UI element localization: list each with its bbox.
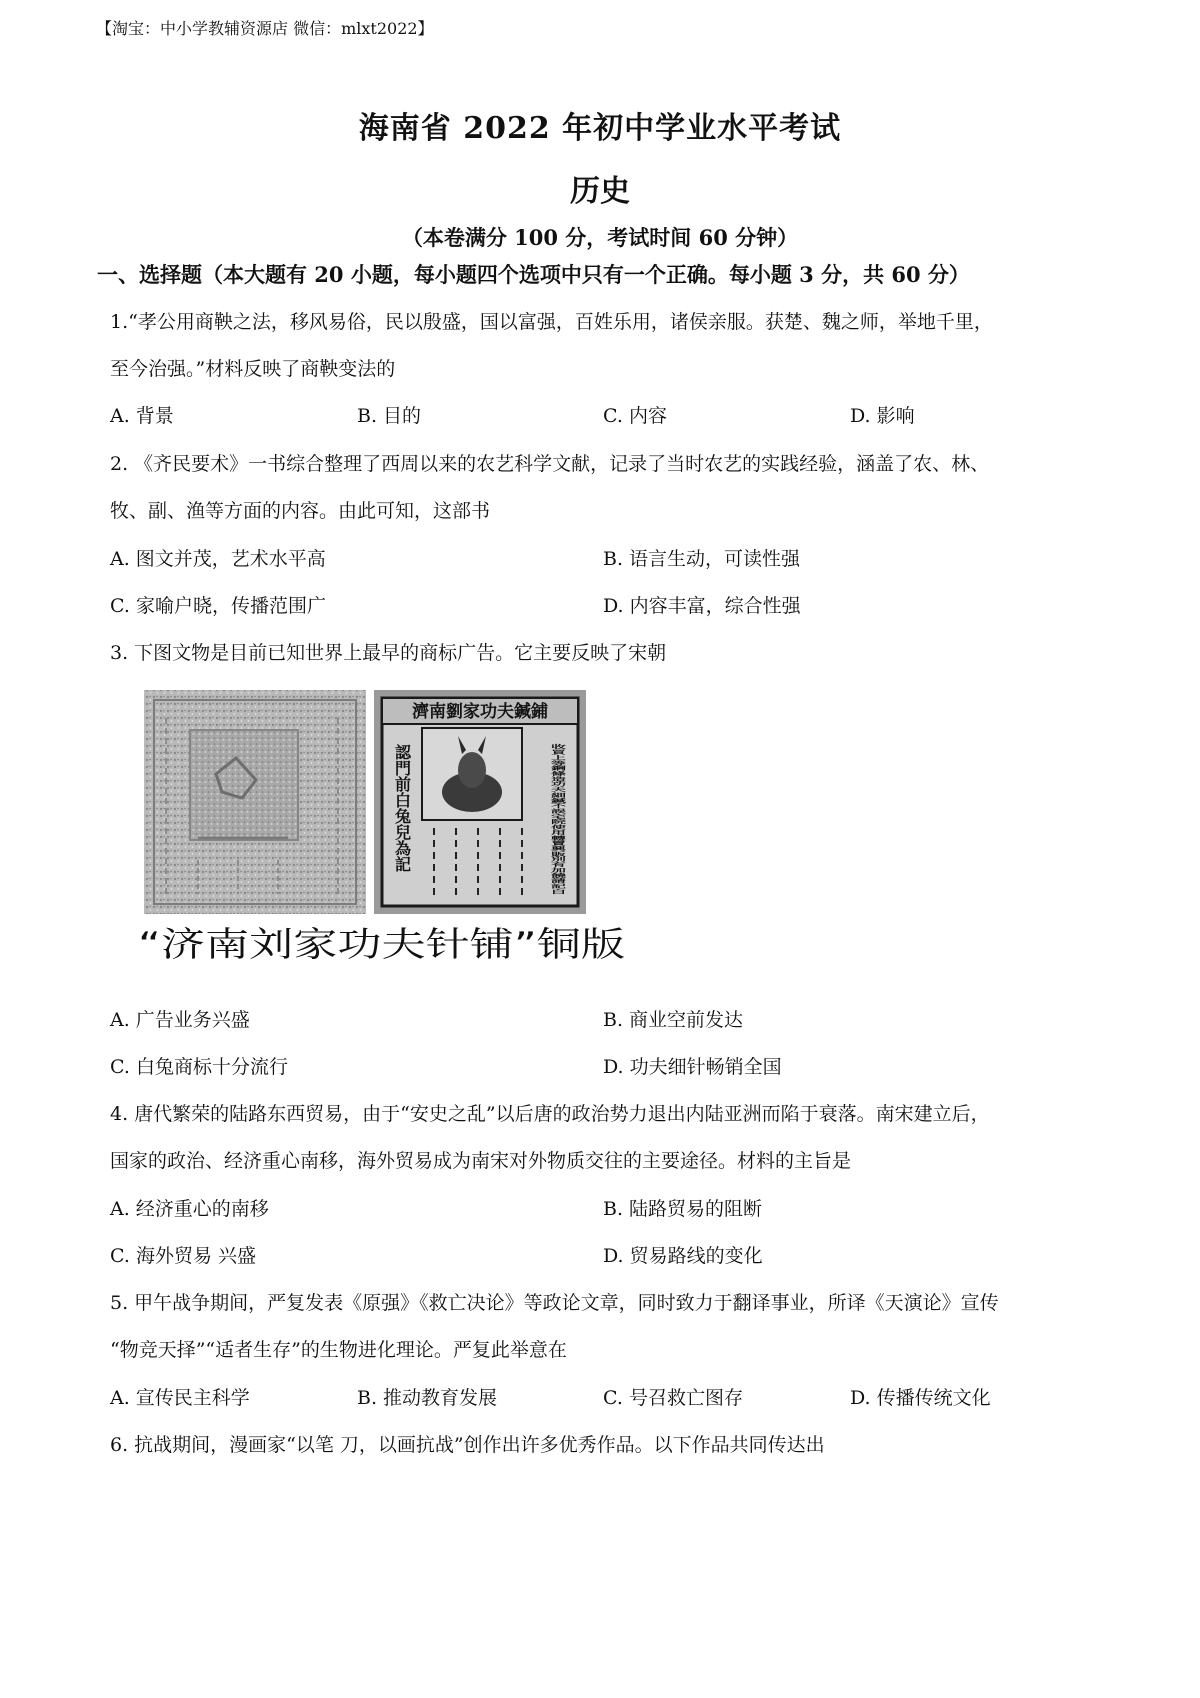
question-5-stem-line-2: “物竞天择”“适者生存”的生物进化理论。严复此举意在 xyxy=(110,1339,567,1361)
question-3-option-d: D. 功夫细针畅销全国 xyxy=(603,1056,782,1078)
question-4-stem-line-2: 国家的政治、经济重心南移，海外贸易成为南宋对外物质交往的主要途径。材料的主旨是 xyxy=(110,1150,852,1172)
question-6-stem: 6. 抗战期间，漫画家“以笔 刀，以画抗战”创作出许多优秀作品。以下作品共同传达出 xyxy=(110,1434,825,1456)
question-4-option-b: B. 陆路贸易的阻断 xyxy=(603,1198,763,1220)
question-5-option-d: D. 传播传统文化 xyxy=(850,1387,991,1409)
question-2-option-a: A. 图文并茂，艺术水平高 xyxy=(110,548,326,570)
question-1-option-b: B. 目的 xyxy=(357,405,422,427)
question-2-option-d: D. 内容丰富，综合性强 xyxy=(603,595,801,617)
question-1-stem-line-2: 至今治强。”材料反映了商鞅变法的 xyxy=(110,358,396,380)
question-1-option-d: D. 影响 xyxy=(850,405,915,427)
figure-caption: “济南刘家功夫针铺”铜版 xyxy=(138,925,625,965)
question-5-option-c: C. 号召救亡图存 xyxy=(603,1387,743,1409)
plate-right-text: 收買上等鋼條造功夫細鍼不誤宅院使用轉賣興販別有加饒請記白 xyxy=(549,744,567,970)
exam-note: （本卷满分 100 分，考试时间 60 分钟） xyxy=(401,225,799,250)
question-2-stem-line-1: 2. 《齐民要术》一书综合整理了西周以来的农艺科学文献，记录了当时农艺的实践经验，涵盖了农、林、 xyxy=(110,453,990,475)
question-5-option-a: A. 宣传民主科学 xyxy=(110,1387,250,1409)
question-3-option-a: A. 广告业务兴盛 xyxy=(110,1009,250,1031)
plate-left-text: 認門前白兔兒為記 xyxy=(392,744,412,872)
section-heading: 一、选择题（本大题有 20 小题，每小题四个选项中只有一个正确。每小题 3 分，共 60 分） xyxy=(97,262,970,287)
question-5-stem-line-1: 5. 甲午战争期间，严复发表《原强》《救亡决论》等政论文章，同时致力于翻译事业，所译《天演论》宣传 xyxy=(110,1292,999,1314)
question-4-option-d: D. 贸易路线的变化 xyxy=(603,1245,763,1267)
question-1-option-a: A. 背景 xyxy=(110,405,174,427)
question-1-stem-line-1: 1.“孝公用商鞅之法，移风易俗，民以殷盛，国以富强，百姓乐用，诸侯亲服。获楚、魏之师，举地千里， xyxy=(110,311,993,333)
question-3-option-b: B. 商业空前发达 xyxy=(603,1009,744,1031)
watermark-header: 【淘宝：中小学教辅资源店 微信：mlxt2022】 xyxy=(96,19,434,38)
subject-title: 历史 xyxy=(570,174,630,209)
bronze-plate-figure xyxy=(138,688,625,970)
question-4-option-c: C. 海外贸易 兴盛 xyxy=(110,1245,256,1267)
question-5-option-b: B. 推动教育发展 xyxy=(357,1387,498,1409)
question-2-option-b: B. 语言生动，可读性强 xyxy=(603,548,801,570)
plate-top-text: 濟南劉家功夫鍼鋪 xyxy=(412,702,548,722)
question-2-option-c: C. 家喻户晓，传播范围广 xyxy=(110,595,326,617)
question-3-stem: 3. 下图文物是目前已知世界上最早的商标广告。它主要反映了宋朝 xyxy=(110,642,667,664)
question-1-option-c: C. 内容 xyxy=(603,405,667,427)
question-4-stem-line-1: 4. 唐代繁荣的陆路东西贸易，由于“安史之乱”以后唐的政治势力退出内陆亚洲而陷于衰落。南宋建立后， xyxy=(110,1103,990,1125)
question-3-option-c: C. 白兔商标十分流行 xyxy=(110,1056,288,1078)
question-2-stem-line-2: 牧、副、渔等方面的内容。由此可知，这部书 xyxy=(110,500,491,522)
exam-title: 海南省 2022 年初中学业水平考试 xyxy=(358,111,842,146)
question-4-option-a: A. 经济重心的南移 xyxy=(110,1198,269,1220)
